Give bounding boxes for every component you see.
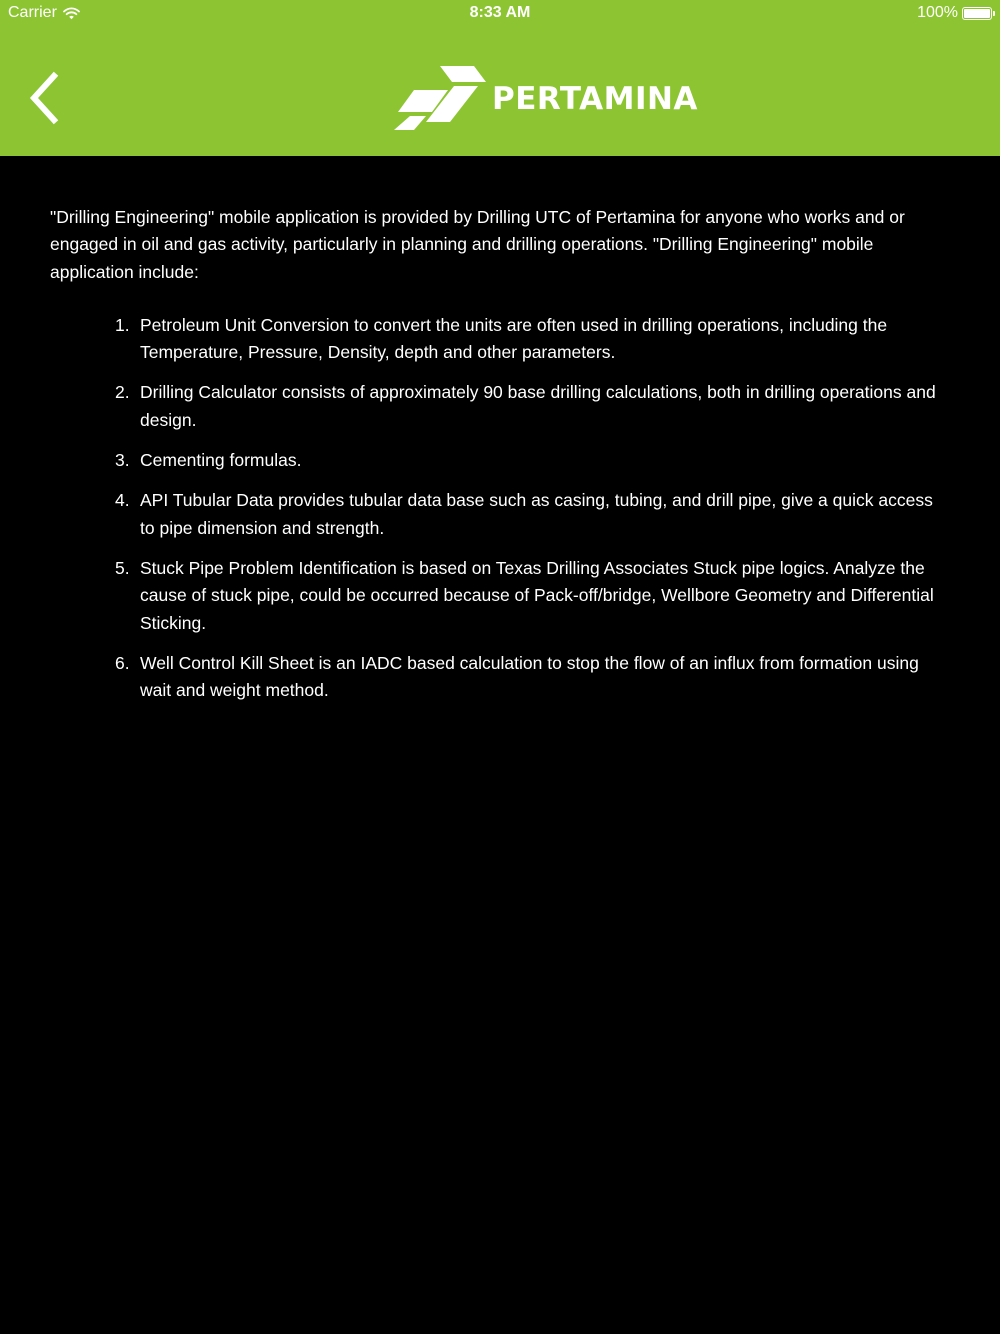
list-item-number: 5. (115, 557, 130, 578)
list-item-number: 3. (115, 450, 130, 471)
list-item-text: Well Control Kill Sheet is an IADC based calculation to stop the flow of an influx from formation using wait and weight method. (140, 652, 919, 701)
status-bar (0, 0, 1000, 28)
list-item-text: Drilling Calculator consists of approximately 90 base drilling calculations, both in drilling operations and design. (140, 382, 936, 430)
list-item-text: API Tubular Data provides tubular data base such as casing, tubing, and drill pipe, give a quick access to pipe dimension and strength. (140, 490, 933, 538)
list-item-number: 4. (115, 490, 130, 511)
list-item-text: Cementing formulas. (140, 450, 302, 471)
list-item (115, 447, 950, 474)
intro-paragraph: "Drilling Engineering" mobile application is provided by Drilling UTC of Pertamina for anyone who works and or engaged in oil and gas activity, particularly in planning and drilling operations. "Drilling Engineering" mobile application include: (50, 207, 905, 282)
battery-icon (962, 7, 992, 20)
list-item-number: 1. (115, 314, 130, 335)
description-content (50, 204, 950, 717)
list-item (115, 487, 950, 542)
chevron-left-icon (24, 70, 68, 126)
feature-list (50, 312, 950, 705)
list-item (115, 555, 950, 637)
pertamina-logo (392, 62, 712, 134)
battery-percentage: 100% (917, 4, 958, 21)
clock: 8:33 AM (469, 4, 531, 21)
logo-wordmark: PERTAMINA (492, 81, 698, 117)
back-button[interactable] (24, 70, 68, 126)
list-item-text: Stuck Pipe Problem Identification is based on Texas Drilling Associates Stuck pipe logics. Analyze the cause of stuck pipe, could be occurred because of Pack-off/bridge, Wellbore Geometry and Differential Sticking. (140, 557, 934, 633)
carrier-label: Carrier (8, 4, 57, 21)
list-item (115, 650, 950, 705)
list-item (115, 312, 950, 367)
navigation-header (0, 0, 1000, 156)
list-item-number: 6. (115, 652, 130, 673)
list-item-number: 2. (115, 382, 130, 403)
battery-status (917, 4, 992, 22)
pertamina-logo-mark-icon (392, 62, 488, 134)
list-item-text: Petroleum Unit Conversion to convert the units are often used in drilling operations, including the Temperature, Pressure, Density, depth and other parameters. (140, 314, 888, 363)
list-item (115, 379, 950, 434)
